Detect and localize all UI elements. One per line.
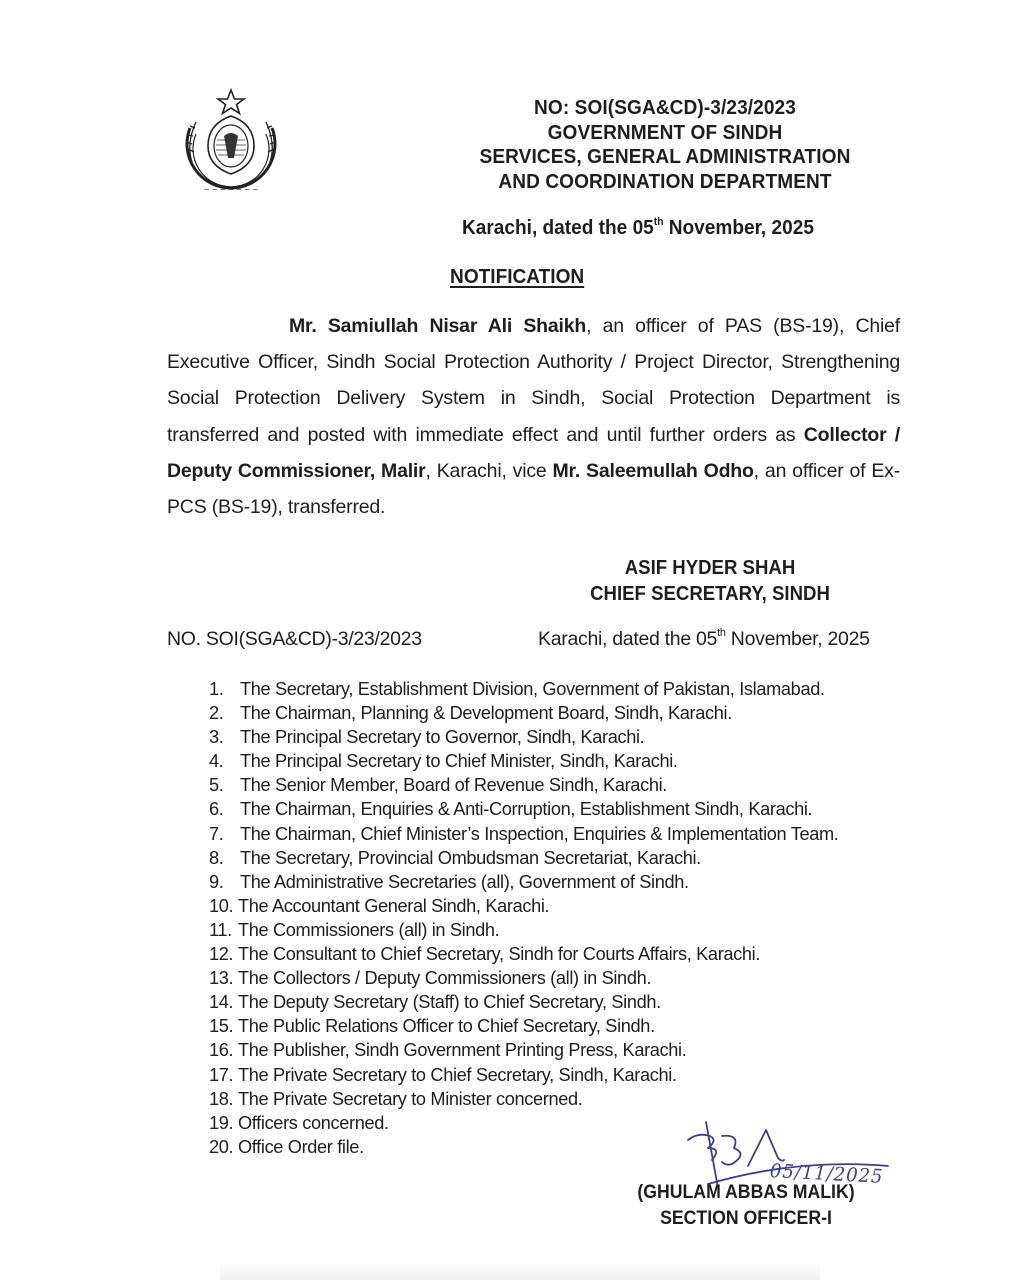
signatory-name: ASIF HYDER SHAH (624, 557, 796, 579)
distribution-list-item (209, 749, 838, 773)
list-item-text: The Principal Secretary to Governor, Sindh, Karachi. (240, 727, 645, 748)
list-item-number: 1. (209, 679, 224, 699)
list-item-number: 19. (209, 1112, 234, 1133)
new-posting: Collector / Deputy Commissioner, Malir (167, 423, 900, 482)
list-item-text: The Public Relations Officer to Chief Secretary, Sindh. (238, 1016, 655, 1037)
list-item-number: 6. (209, 799, 224, 820)
list-item-text: The Accountant General Sindh, Karachi. (238, 895, 550, 916)
section-officer-designation: SECTION OFFICER-I (660, 1208, 832, 1229)
list-item-text: The Consultant to Chief Secretary, Sindh for Courts Affairs, Karachi. (238, 944, 761, 965)
government-name: GOVERNMENT OF SINDH (547, 120, 783, 144)
handwritten-signature-date: 05/11/2025 (769, 1160, 884, 1188)
issue-date-ordinal: th (653, 216, 664, 228)
distribution-list-item (209, 773, 838, 797)
government-of-sindh-emblem-icon (172, 88, 290, 200)
department-name-line2: AND COORDINATION DEPARTMENT (498, 169, 832, 193)
transferred-officer-name: Mr. Samiullah Nisar Ali Shaikh (289, 315, 587, 337)
section-officer-block (596, 1180, 896, 1232)
list-item-number: 9. (209, 871, 224, 892)
list-item-text: The Administrative Secretaries (all), Government of Sindh. (240, 871, 689, 892)
list-item-text: The Publisher, Sindh Government Printing Press, Karachi. (238, 1040, 687, 1061)
list-item-text: Office Order file. (238, 1136, 364, 1157)
distribution-list-item (209, 894, 838, 918)
issue-date (462, 216, 814, 240)
list-item-text: The Private Secretary to Chief Secretary, Sindh, Karachi. (238, 1064, 677, 1085)
list-item-number: 18. (209, 1088, 234, 1109)
list-item-text: The Chairman, Chief Minister’s Inspection, Enquiries & Implementation Team. (240, 823, 839, 844)
list-item-number: 7. (209, 823, 224, 844)
distribution-list-item (209, 918, 838, 942)
distribution-list-item (209, 701, 838, 725)
issue-date-suffix: November, 2025 (663, 216, 814, 239)
section-officer-name: (GHULAM ABBAS MALIK) (637, 1182, 855, 1203)
list-item-number: 17. (209, 1064, 234, 1085)
copy-reference-number: NO. SOI(SGA&CD)-3/23/2023 (167, 628, 422, 650)
document-header (450, 96, 880, 194)
page-bottom-shadow (220, 1262, 820, 1280)
reference-number: NO: SOI(SGA&CD)-3/23/2023 (534, 96, 796, 119)
list-item-number: 15. (209, 1016, 234, 1037)
list-item-text: The Chairman, Enquiries & Anti-Corruption, Establishment Sindh, Karachi. (240, 799, 813, 820)
distribution-list-item (209, 677, 838, 701)
list-item-text: The Secretary, Establishment Division, Government of Pakistan, Islamabad. (240, 679, 825, 699)
distribution-list-item (209, 1063, 838, 1087)
replaced-officer-name: Mr. Saleemullah Odho (552, 459, 754, 482)
list-item-number: 3. (209, 727, 224, 748)
list-item-text: The Senior Member, Board of Revenue Sindh, Karachi. (240, 775, 667, 796)
list-item-number: 12. (209, 944, 234, 965)
list-item-number: 16. (209, 1040, 234, 1061)
list-item-number: 11. (209, 919, 232, 940)
list-item-number: 20. (209, 1136, 234, 1157)
distribution-list-item (209, 797, 838, 821)
distribution-list-item (209, 870, 838, 894)
list-item-number: 14. (209, 992, 234, 1013)
distribution-list-item (209, 725, 838, 749)
list-item-text: The Collectors / Deputy Commissioners (all) in Sindh. (238, 968, 652, 989)
distribution-list-item (209, 1087, 838, 1111)
notification-title: NOTIFICATION (450, 265, 585, 288)
list-item-number: 4. (209, 751, 224, 772)
issue-date-prefix: Karachi, dated the 05 (462, 216, 654, 239)
emblem-inscription: ~ ~ ~ ~ ~ ~ ~ (203, 186, 259, 194)
list-item-text: The Principal Secretary to Chief Minister, Sindh, Karachi. (240, 751, 678, 772)
distribution-list-item (209, 942, 838, 966)
list-item-text: The Commissioners (all) in Sindh. (238, 919, 500, 940)
star-icon (218, 90, 244, 114)
list-item-text: The Chairman, Planning & Development Board, Sindh, Karachi. (240, 703, 732, 724)
list-item-text: The Deputy Secretary (Staff) to Chief Secretary, Sindh. (238, 992, 661, 1013)
list-item-number: 8. (209, 847, 224, 868)
list-item-text: Officers concerned. (238, 1112, 389, 1133)
list-item-text: The Private Secretary to Minister concerned. (238, 1088, 583, 1109)
signatory-designation: CHIEF SECRETARY, SINDH (590, 583, 830, 605)
list-item-text: The Secretary, Provincial Ombudsman Secretariat, Karachi. (240, 847, 701, 868)
list-item-number: 13. (209, 968, 234, 989)
notification-body: Mr. Samiullah Nisar Ali Shaikh, an officer of PAS (BS-19), Chief Executive Officer, Sindh Social Protection Authority / Project Director, Strengthening Social Protection Delivery System in Sindh, Social Protection Department is transferred and posted with immediate effect and until further orders as Collector / Deputy Commissioner, Malir, Karachi, vice Mr. Saleemullah Odho, an officer of Ex-PCS (BS-19), transferred. (167, 315, 900, 519)
list-item-number: 2. (209, 703, 224, 724)
distribution-list-item (209, 822, 838, 846)
list-item-number: 10. (209, 895, 234, 916)
distribution-list-item (209, 1014, 838, 1038)
distribution-list-item (209, 966, 838, 990)
list-item-number: 5. (209, 775, 224, 796)
distribution-list-item (209, 990, 838, 1014)
distribution-list (209, 677, 838, 1159)
chief-secretary-signatory (560, 555, 860, 607)
copy-reference-date: Karachi, dated the 05th November, 2025 (538, 627, 870, 650)
distribution-list-item (209, 846, 838, 870)
department-name-line1: SERVICES, GENERAL ADMINISTRATION (479, 145, 851, 168)
distribution-list-item (209, 1038, 838, 1062)
